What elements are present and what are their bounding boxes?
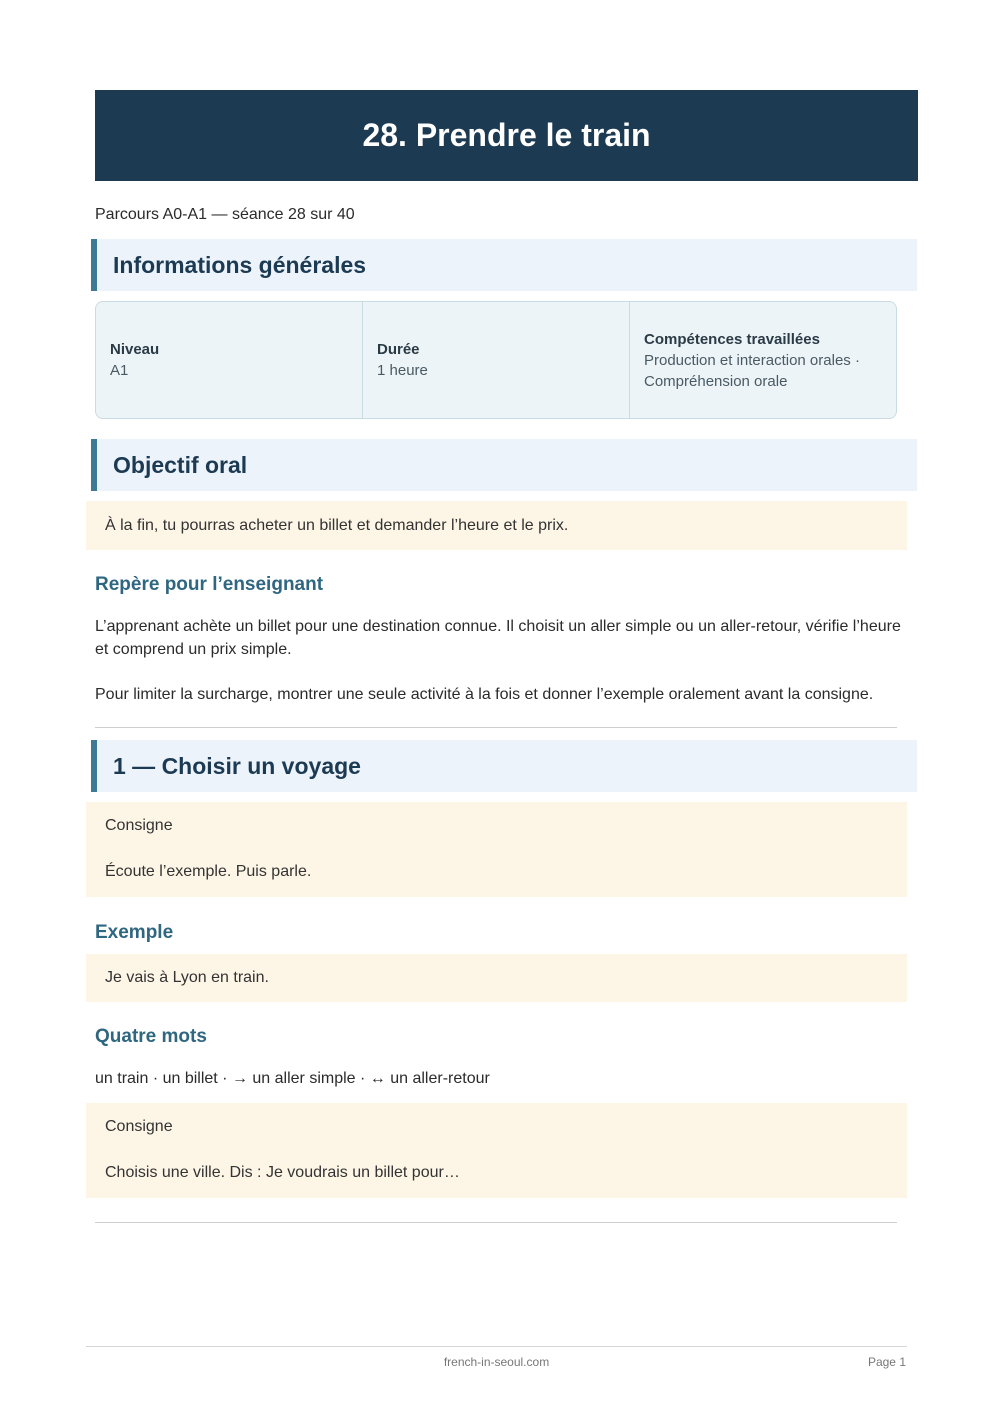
duration-label: Durée bbox=[377, 341, 420, 358]
instruction-text-2: Choisis une ville. Dis : Je voudrais un billet pour… bbox=[105, 1164, 460, 1181]
footer-site: french-in-seoul.com bbox=[443, 1355, 550, 1369]
level-label: Niveau bbox=[110, 341, 160, 358]
instruction-label-2: Consigne bbox=[105, 1118, 173, 1135]
instruction-box-2 bbox=[86, 1103, 907, 1198]
duration-value: 1 heure bbox=[377, 362, 428, 379]
info-cell-level bbox=[96, 302, 363, 418]
example-box bbox=[86, 954, 907, 1002]
course-progress: Parcours A0-A1 — séance 28 sur 40 bbox=[95, 206, 355, 223]
skills-value-1: Production et interaction orales · bbox=[644, 351, 860, 369]
skills-value-2: Compréhension orale bbox=[644, 372, 788, 390]
divider bbox=[95, 1222, 897, 1223]
footer-divider bbox=[86, 1346, 907, 1347]
section-header-objective bbox=[91, 439, 917, 491]
info-cell-duration bbox=[363, 302, 630, 418]
teacher-heading: Repère pour l’enseignant bbox=[95, 574, 324, 595]
section-header-activity1 bbox=[91, 740, 917, 792]
divider bbox=[95, 727, 897, 728]
objective-text: À la fin, tu pourras acheter un billet et demander l’heure et le prix. bbox=[105, 517, 569, 534]
footer-page-number: Page 1 bbox=[867, 1355, 906, 1369]
section-title-activity1: 1 — Choisir un voyage bbox=[113, 752, 361, 779]
instruction-box-1 bbox=[86, 802, 907, 897]
info-cell-skills bbox=[630, 302, 896, 418]
teacher-paragraph-2: Pour limiter la surcharge, montrer une seule activité à la fois et donner l’exemple oralement avant la consigne. bbox=[95, 686, 874, 703]
example-heading: Exemple bbox=[95, 922, 174, 943]
title-banner bbox=[95, 90, 918, 181]
skills-label: Compétences travaillées bbox=[644, 330, 820, 348]
section-header-info bbox=[91, 239, 917, 291]
vocabulary-list: un train · un billet · → un aller simple · ↔ un aller-retour bbox=[95, 1070, 490, 1087]
example-text: Je vais à Lyon en train. bbox=[105, 969, 269, 986]
words-heading: Quatre mots bbox=[95, 1026, 207, 1047]
level-value: A1 bbox=[110, 362, 129, 379]
section-title-info: Informations générales bbox=[113, 251, 367, 278]
instruction-text-1: Écoute l’exemple. Puis parle. bbox=[105, 863, 312, 880]
page-title: 28. Prendre le train bbox=[362, 117, 651, 153]
teacher-paragraph-1: L’apprenant achète un billet pour une destination connue. Il choisit un aller simple ou un aller-retour, vérifie l’heure et comprend un prix simple. bbox=[95, 618, 901, 658]
info-table bbox=[95, 301, 897, 419]
section-title-objective: Objectif oral bbox=[113, 451, 248, 478]
instruction-label-1: Consigne bbox=[105, 817, 173, 834]
objective-box bbox=[86, 501, 907, 550]
